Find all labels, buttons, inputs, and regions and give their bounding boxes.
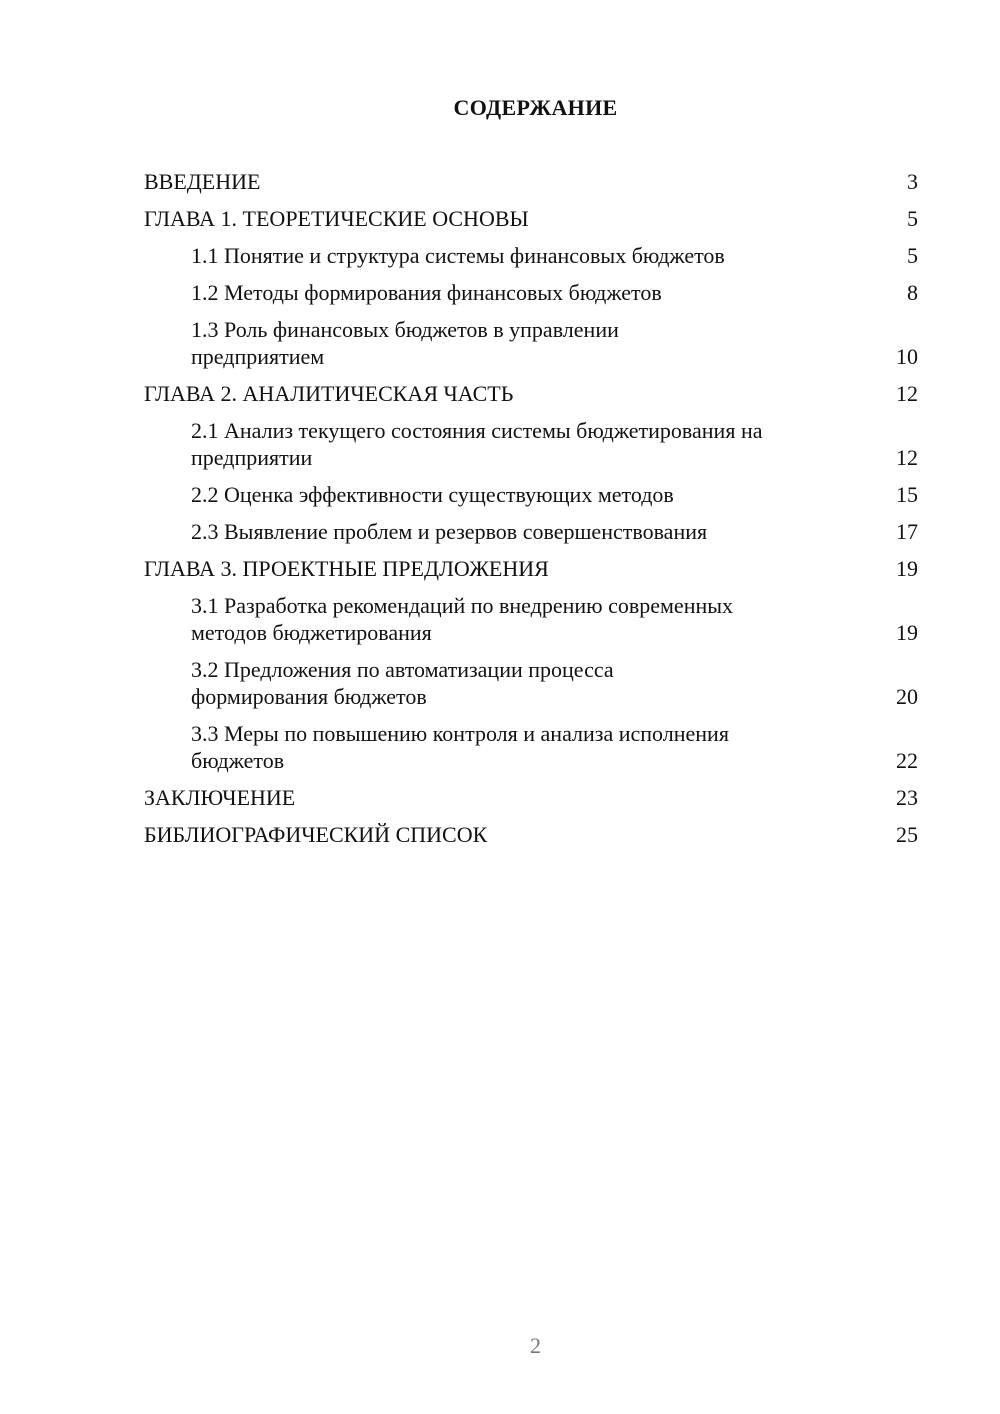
page-number: 2 xyxy=(530,1333,541,1358)
toc-entry-bibliography[interactable] xyxy=(144,821,918,858)
toc-entry-label: ГЛАВА 3. ПРОЕКТНЫЕ ПРЕДЛОЖЕНИЯ xyxy=(144,556,549,581)
toc-entry-page: 3 xyxy=(907,169,918,194)
toc-entry-page: 5 xyxy=(907,243,918,268)
toc-entry-conclusion[interactable] xyxy=(144,784,918,821)
toc-entry-chapter-2[interactable] xyxy=(144,380,918,417)
toc-entry-section-1-1[interactable] xyxy=(144,242,918,279)
toc-entry-page: 5 xyxy=(907,206,918,231)
toc-entry-label: 3.3 Меры по повышению контроля и анализа исполнения бюджетов xyxy=(191,721,729,773)
toc-entry-label: 1.2 Методы формирования финансовых бюджетов xyxy=(191,280,662,305)
toc-entry-introduction[interactable] xyxy=(144,168,918,205)
toc-entry-page: 19 xyxy=(896,556,918,581)
toc-entry-page: 15 xyxy=(896,482,918,507)
toc-entry-label: 1.3 Роль финансовых бюджетов в управлении предприятием xyxy=(191,317,619,369)
toc-entry-section-1-2[interactable] xyxy=(144,279,918,316)
toc-entry-label: ВВЕДЕНИЕ xyxy=(144,169,261,194)
toc-entry-section-3-2[interactable] xyxy=(144,656,918,720)
toc-entry-page: 23 xyxy=(896,785,918,810)
toc-entry-section-2-2[interactable] xyxy=(144,481,918,518)
toc-entry-page: 25 xyxy=(896,822,918,847)
toc-entry-label: ГЛАВА 1. ТЕОРЕТИЧЕСКИЕ ОСНОВЫ xyxy=(144,206,529,231)
toc-entry-page: 12 xyxy=(896,381,918,406)
toc-entry-section-3-3[interactable] xyxy=(144,720,918,784)
toc-entry-page: 22 xyxy=(896,748,918,773)
toc-entry-page: 10 xyxy=(896,344,918,369)
toc-entry-section-1-3[interactable] xyxy=(144,316,918,380)
toc-entry-page: 20 xyxy=(896,684,918,709)
toc-entry-page: 17 xyxy=(896,519,918,544)
toc-entry-page: 12 xyxy=(896,445,918,470)
toc-entry-page: 8 xyxy=(907,280,918,305)
toc-entry-label: ГЛАВА 2. АНАЛИТИЧЕСКАЯ ЧАСТЬ xyxy=(144,381,514,406)
toc-entry-label: БИБЛИОГРАФИЧЕСКИЙ СПИСОК xyxy=(144,822,488,847)
toc-entry-label: 3.2 Предложения по автоматизации процесса формирования бюджетов xyxy=(191,657,614,709)
table-of-contents xyxy=(144,168,918,858)
toc-entry-label: 3.1 Разработка рекомендаций по внедрению современных методов бюджетирования xyxy=(191,593,734,645)
toc-entry-chapter-1[interactable] xyxy=(144,205,918,242)
toc-entry-section-2-1[interactable] xyxy=(144,417,918,481)
toc-entry-label: 2.1 Анализ текущего состояния системы бюджетирования на предприятии xyxy=(191,418,763,470)
toc-entry-section-2-3[interactable] xyxy=(144,518,918,555)
toc-entry-page: 19 xyxy=(896,620,918,645)
toc-entry-label: 1.1 Понятие и структура системы финансовых бюджетов xyxy=(191,243,725,268)
toc-entry-label: 2.2 Оценка эффективности существующих методов xyxy=(191,482,674,507)
toc-entry-label: ЗАКЛЮЧЕНИЕ xyxy=(144,785,296,810)
page-title: СОДЕРЖАНИЕ xyxy=(453,95,618,120)
toc-entry-label: 2.3 Выявление проблем и резервов совершенствования xyxy=(191,519,708,544)
toc-entry-section-3-1[interactable] xyxy=(144,592,918,656)
toc-entry-chapter-3[interactable] xyxy=(144,555,918,592)
